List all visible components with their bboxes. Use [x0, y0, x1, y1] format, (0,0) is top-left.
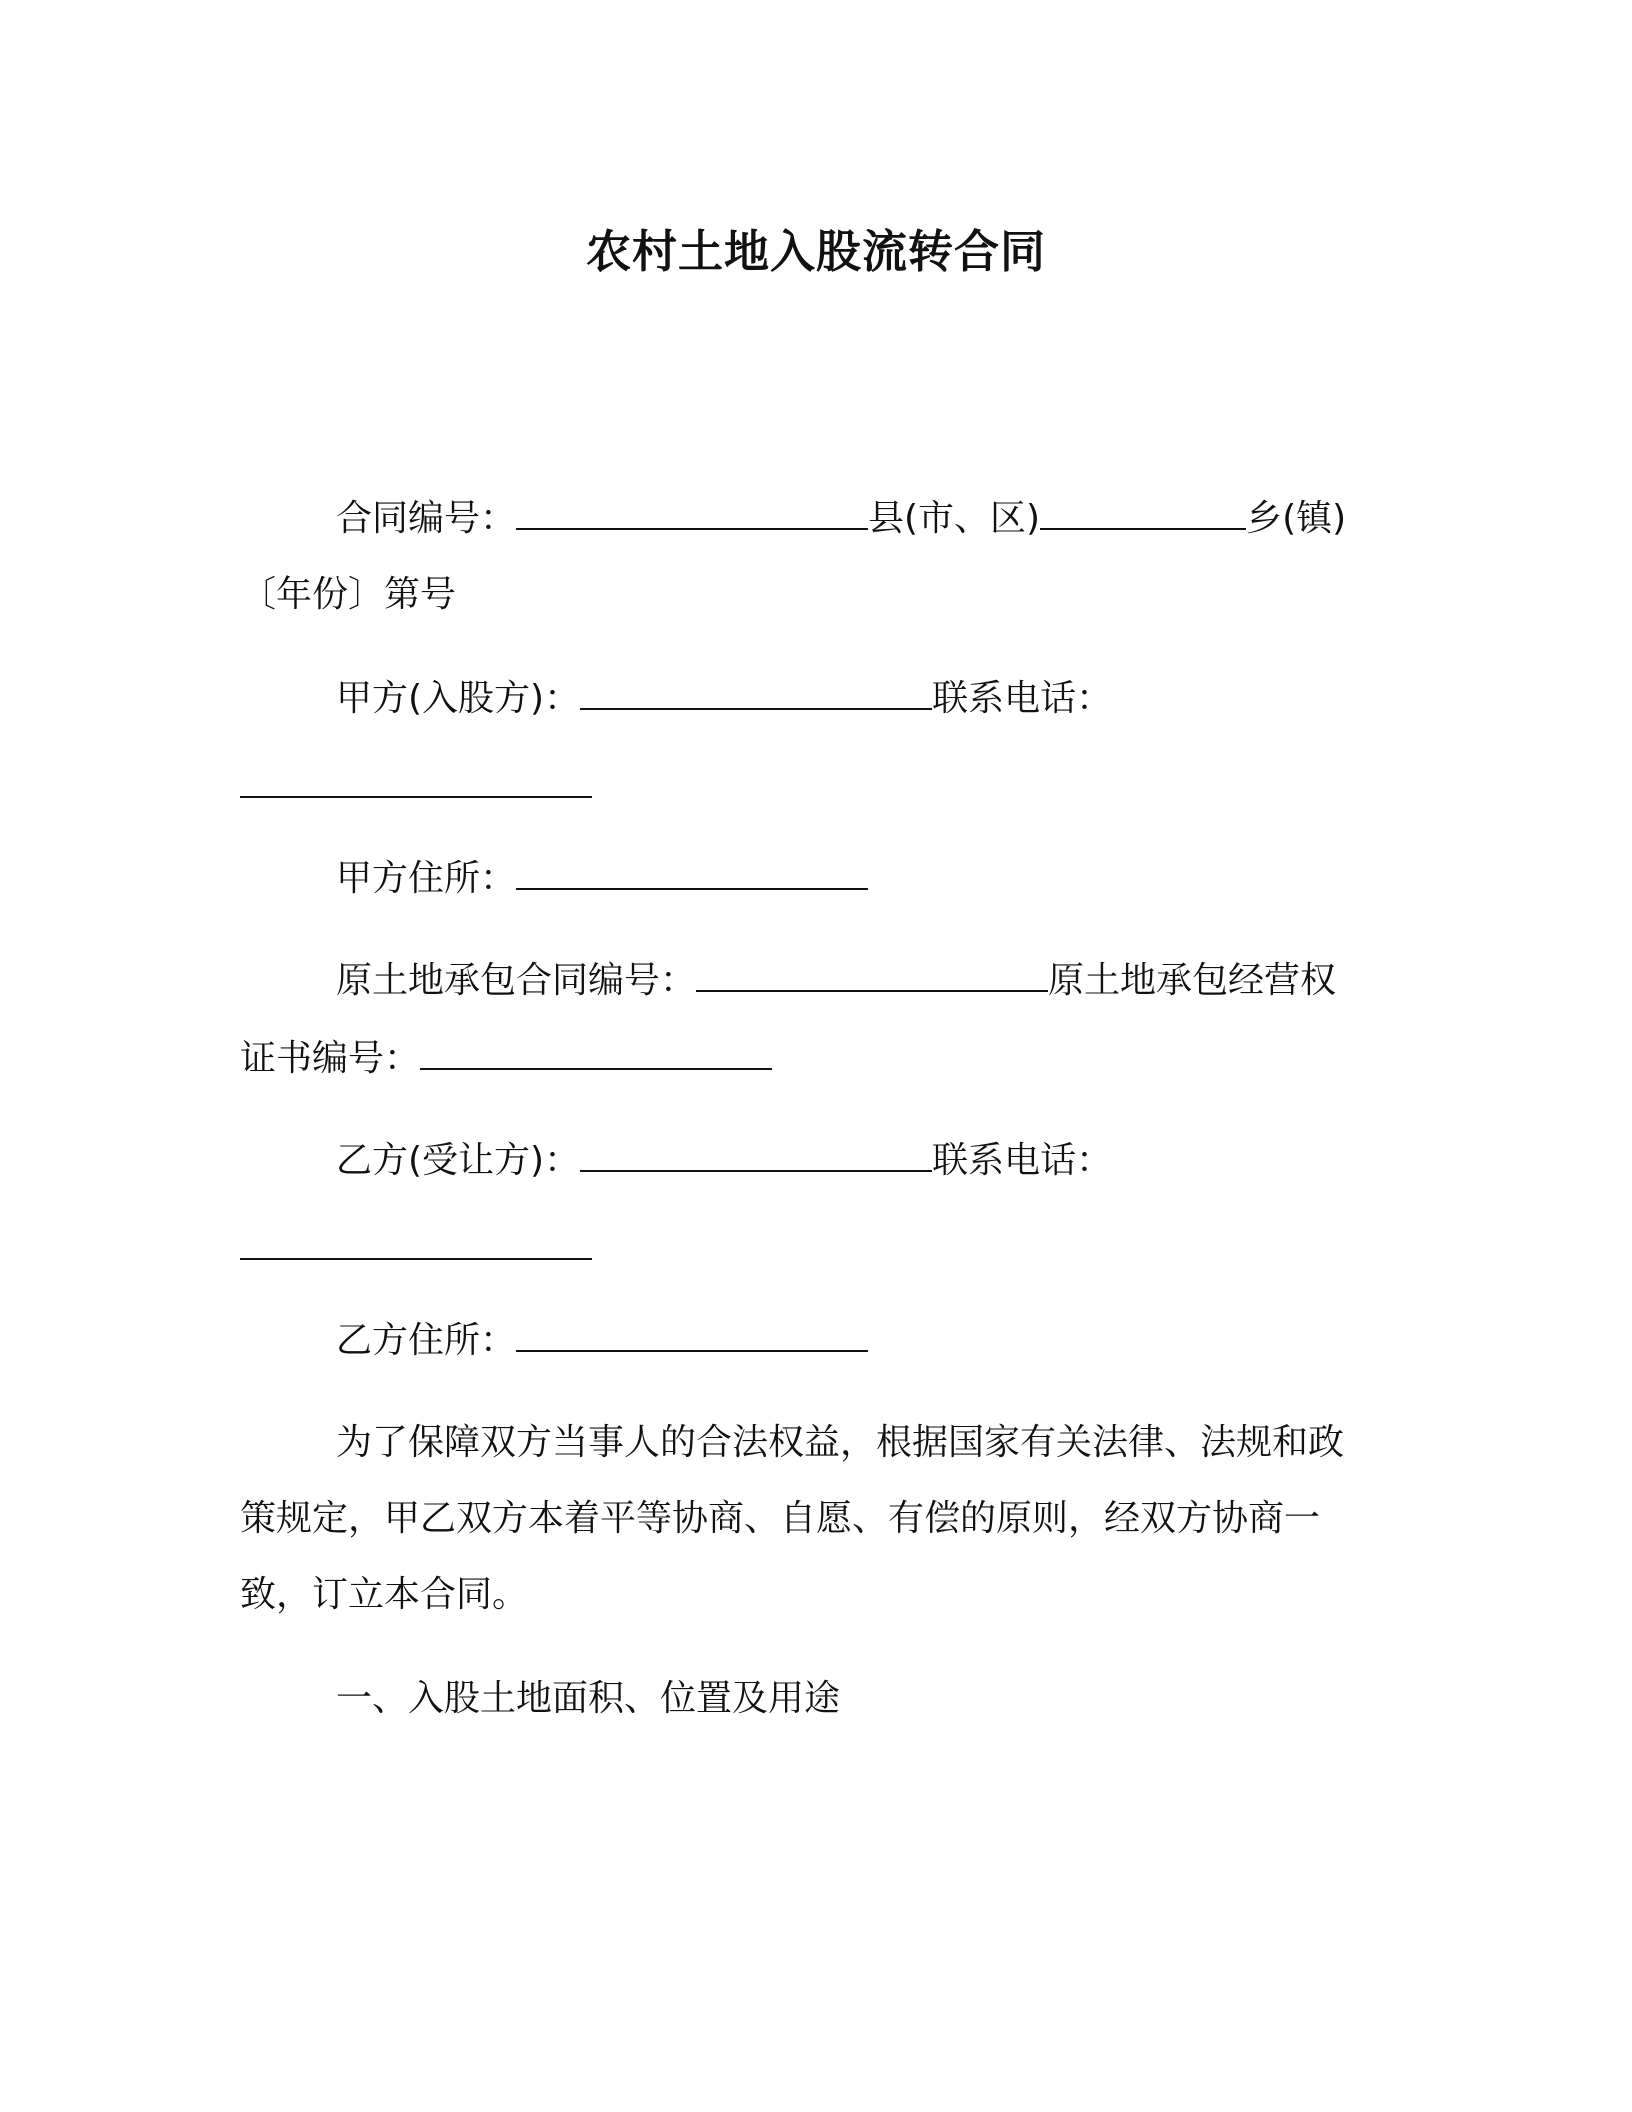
contract-number-label: 合同编号： — [336, 498, 517, 539]
party-b-address-line — [240, 1316, 868, 1366]
party-b-phone-line — [240, 1224, 592, 1274]
party-b-address-blank[interactable] — [516, 1320, 868, 1352]
certificate-label-2: 证书编号： — [240, 1038, 421, 1079]
section-1-heading: 一、入股土地面积、位置及用途 — [336, 1678, 841, 1719]
contract-year-label: 〔年份〕第号 — [240, 574, 457, 615]
original-contract-blank[interactable] — [696, 960, 1048, 992]
party-b-phone-blank[interactable] — [240, 1228, 592, 1260]
contract-number-line — [240, 494, 1346, 544]
document-title: 农村土地入股流转合同 — [585, 225, 1046, 278]
party-b-label: 乙方(受让方)： — [336, 1140, 581, 1181]
town-blank[interactable] — [1040, 498, 1246, 530]
preamble-line-3: 致，订立本合同。 — [240, 1574, 529, 1615]
certificate-label-1: 原土地承包经营权 — [1048, 960, 1337, 1001]
town-label: 乡(镇) — [1246, 498, 1347, 539]
certificate-line — [240, 1034, 772, 1084]
contract-number-blank[interactable] — [516, 498, 868, 530]
party-a-phone-label: 联系电话： — [932, 678, 1113, 719]
party-a-line — [240, 674, 1112, 724]
original-contract-label: 原土地承包合同编号： — [336, 960, 697, 1001]
party-a-phone-line — [240, 762, 592, 812]
party-a-address-line — [240, 854, 868, 904]
preamble-line-1: 为了保障双方当事人的合法权益，根据国家有关法律、法规和政 — [336, 1422, 1345, 1463]
original-contract-line — [240, 956, 1336, 1006]
party-b-phone-label: 联系电话： — [932, 1140, 1113, 1181]
party-a-blank[interactable] — [580, 678, 932, 710]
preamble-line-2: 策规定，甲乙双方本着平等协商、自愿、有偿的原则，经双方协商一 — [240, 1498, 1321, 1539]
party-a-address-blank[interactable] — [516, 858, 868, 890]
party-a-address-label: 甲方住所： — [336, 858, 517, 899]
party-b-line — [240, 1136, 1112, 1186]
party-a-phone-blank[interactable] — [240, 766, 592, 798]
contract-year-line — [240, 570, 456, 620]
party-b-address-label: 乙方住所： — [336, 1320, 517, 1361]
party-b-blank[interactable] — [580, 1140, 932, 1172]
certificate-blank[interactable] — [420, 1038, 772, 1070]
county-label: 县(市、区) — [868, 498, 1041, 539]
party-a-label: 甲方(入股方)： — [336, 678, 581, 719]
